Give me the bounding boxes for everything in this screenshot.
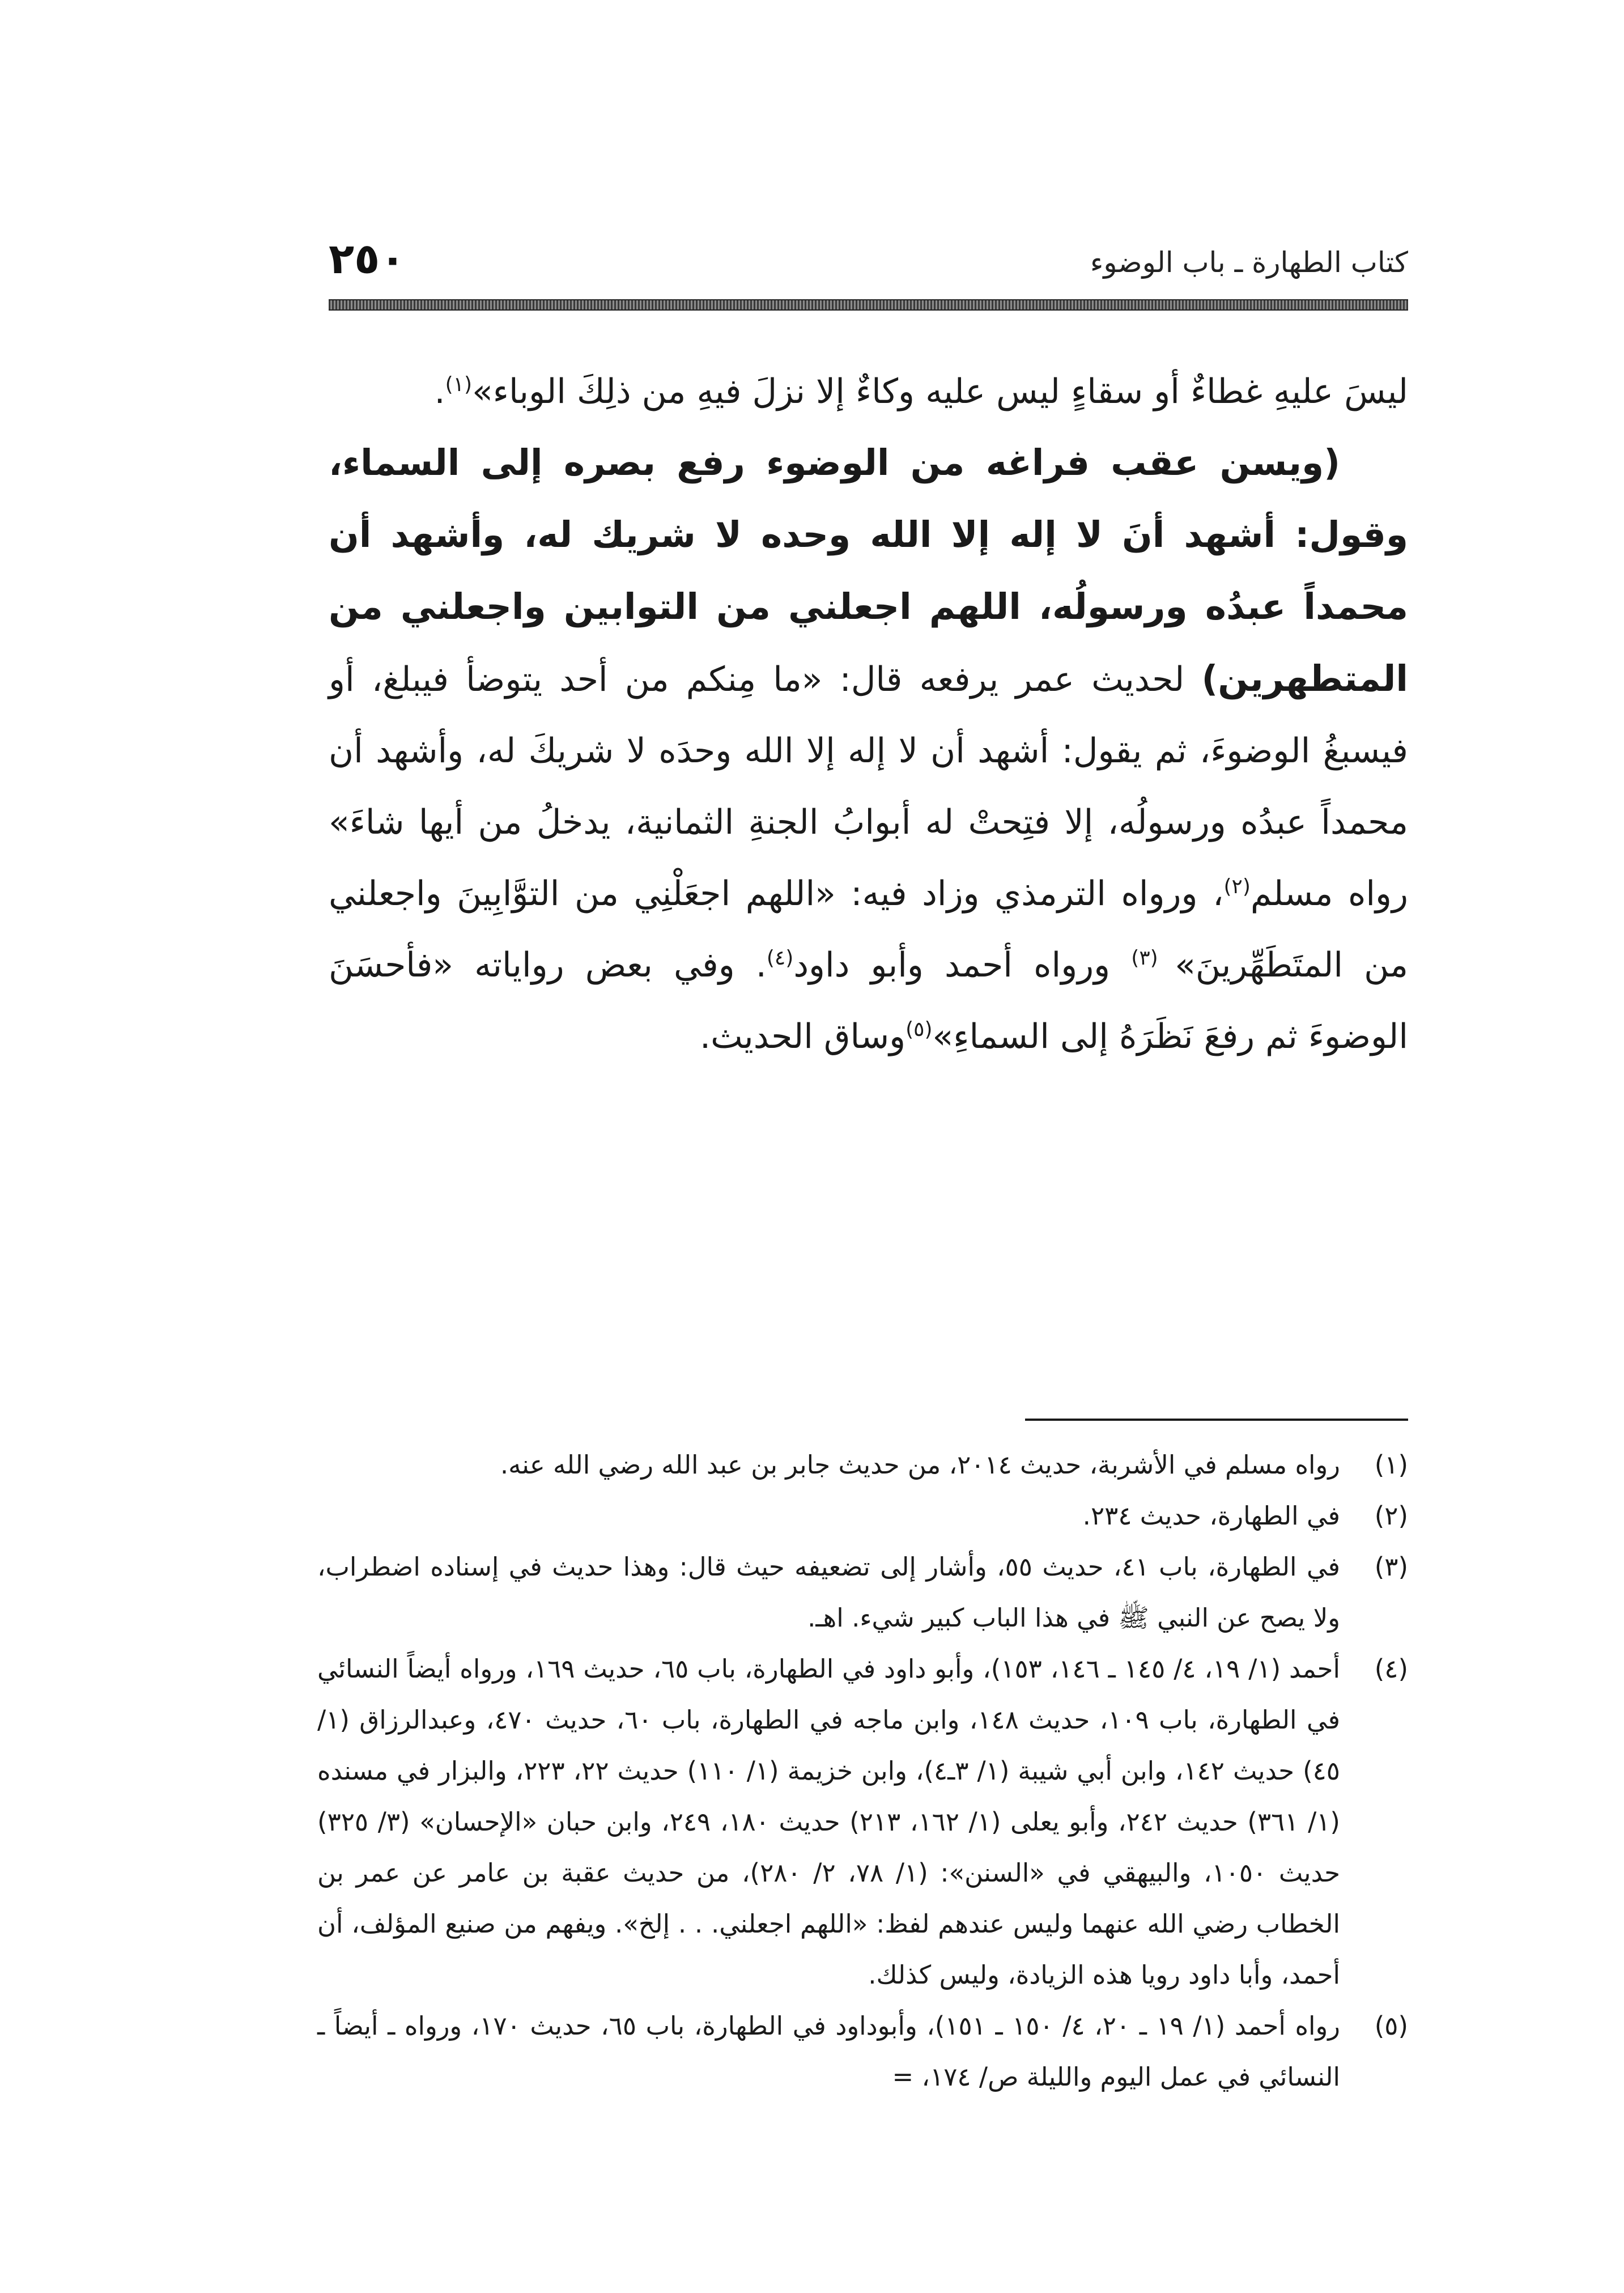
footnote-text: في الطهارة، باب ٤١، حديث ٥٥، وأشار إلى تضعيفه حيث قال: وهذا حديث في إسناده اضطراب، ولا يصح عن النبي ﷺ في هذا الباب كبير شيء. اهـ. xyxy=(317,1552,1340,1633)
paragraph-1-text: ليسَ عليهِ غطاءٌ أو سقاءٍ ليس عليه وكاءٌ إلا نزلَ فيهِ من ذلِكَ الوباء» xyxy=(472,372,1408,411)
footnote-text: أحمد (١/ ١٩، ٤/ ١٤٥ ـ ١٤٦، ١٥٣)، وأبو داود في الطهارة، باب ٦٥، حديث ١٦٩، ورواه أيضاً النسائي في الطهارة، باب ١٠٩، حديث ١٤٨، وابن ماجه في الطهارة، باب ٦٠، حديث ٤٧٠، وعبدالرزاق (١/ ٤٥) حديث ١٤٢، وابن أبي شيبة (١/ ٣ـ٤)، وابن خزيمة (١/ ١١٠) حديث ٢٢، ٢٢٣، والبزار في مسنده (١/ ٣٦١) حديث ٢٤٢، وأبو يعلى (١/ ١٦٢، ٢١٣) حديث ١٨٠، ٢٤٩، وابن حبان «الإحسان» (٣/ ٣٢٥) حديث ١٠٥٠، والبيهقي في «السنن»: (١/ ٧٨، ٢/ ٢٨٠)، من حديث عقبة بن عامر عن عمر بن الخطاب رضي الله عنهما وليس عندهم لفظ: «اللهم اجعلني. . . إلخ». ويفهم من صنيع المؤلف، أن أحمد، وأبا داود رويا هذه الزيادة، وليس كذلك. xyxy=(317,1654,1341,1990)
footnote-text: رواه أحمد (١/ ١٩ ـ ٢٠، ٤/ ١٥٠ ـ ١٥١)، وأبوداود في الطهارة، باب ٦٥، حديث ١٧٠، ورواه ـ أيضاً ـ النسائي في عمل اليوم والليلة ص/ ١٧٤، = xyxy=(317,2011,1340,2092)
commentary-part-e: وساق الحديث. xyxy=(700,1017,906,1056)
running-title: كتاب الطهارة ـ باب الوضوء xyxy=(1090,246,1408,279)
commentary-part-c: ورواه أحمد وأبو داود xyxy=(793,945,1132,985)
commentary-part-b: ، ورواه الترمذي وزاد فيه: «اللهم اجعَلْنِي من التوَّابِينَ واجعلني من المتَطَهِّرينَ» xyxy=(329,874,1408,985)
paragraph-1 xyxy=(329,356,1408,427)
footnote-number: (٢) xyxy=(1374,1501,1408,1531)
paragraph-2 xyxy=(329,427,1408,1072)
footnote-ref-4: (٤) xyxy=(766,946,794,970)
main-text xyxy=(329,356,1408,1072)
paragraph-1-end: . xyxy=(434,372,445,411)
running-header xyxy=(329,237,1408,299)
footnote-5 xyxy=(317,2001,1408,2103)
footnote-text: في الطهارة، حديث ٢٣٤. xyxy=(1082,1501,1340,1531)
footnote-1 xyxy=(317,1440,1408,1491)
footnote-separator xyxy=(1025,1419,1408,1421)
footnote-ref-1: (١) xyxy=(445,373,473,396)
commentary-part-d: . وفي بعض رواياته «فأحسَنَ الوضوءَ ثم رفعَ نَظَرَهُ إلى السماءِ» xyxy=(329,945,1408,1056)
footnote-ref-3: (٣) xyxy=(1131,946,1175,970)
matn-bold-text: (ويسن عقب فراغه من الوضوء رفع بصره إلى السماء، وقول: أشهد أنَ لا إله إلا الله وحده لا شريك له، وأشهد أن محمداً عبدُه ورسولُه، اللهم اجعلني من التوابين واجعلني من المتطهرين) xyxy=(329,442,1408,699)
commentary-part-a: لحديث عمر يرفعه قال: «ما مِنكم من أحد يتوضأ فيبلغ، أو فيسبغُ الوضوءَ، ثم يقول: أشهد أن لا إله إلا الله وحدَه لا شريكَ له، وأشهد أن محمداً عبدُه ورسولُه، إلا فتِحتْ له أبوابُ الجنةِ الثمانية، يدخلُ من أيها شاءَ» رواه مسلم xyxy=(329,660,1408,914)
footnote-2 xyxy=(317,1491,1408,1542)
footnotes xyxy=(317,1440,1408,2103)
footnote-number: (١) xyxy=(1374,1450,1408,1480)
footnote-3 xyxy=(317,1542,1408,1644)
footnote-ref-2: (٢) xyxy=(1223,875,1251,898)
footnote-text: رواه مسلم في الأشربة، حديث ٢٠١٤، من حديث جابر بن عبد الله رضي الله عنه. xyxy=(500,1450,1340,1480)
footnote-4 xyxy=(317,1644,1408,2001)
footnote-number: (٣) xyxy=(1374,1552,1408,1582)
footnote-number: (٥) xyxy=(1374,2011,1408,2041)
footnote-number: (٤) xyxy=(1374,1654,1408,1684)
footnote-ref-5: (٥) xyxy=(905,1018,933,1041)
page-number: ٢٥٠ xyxy=(329,235,406,283)
header-divider xyxy=(329,299,1408,311)
